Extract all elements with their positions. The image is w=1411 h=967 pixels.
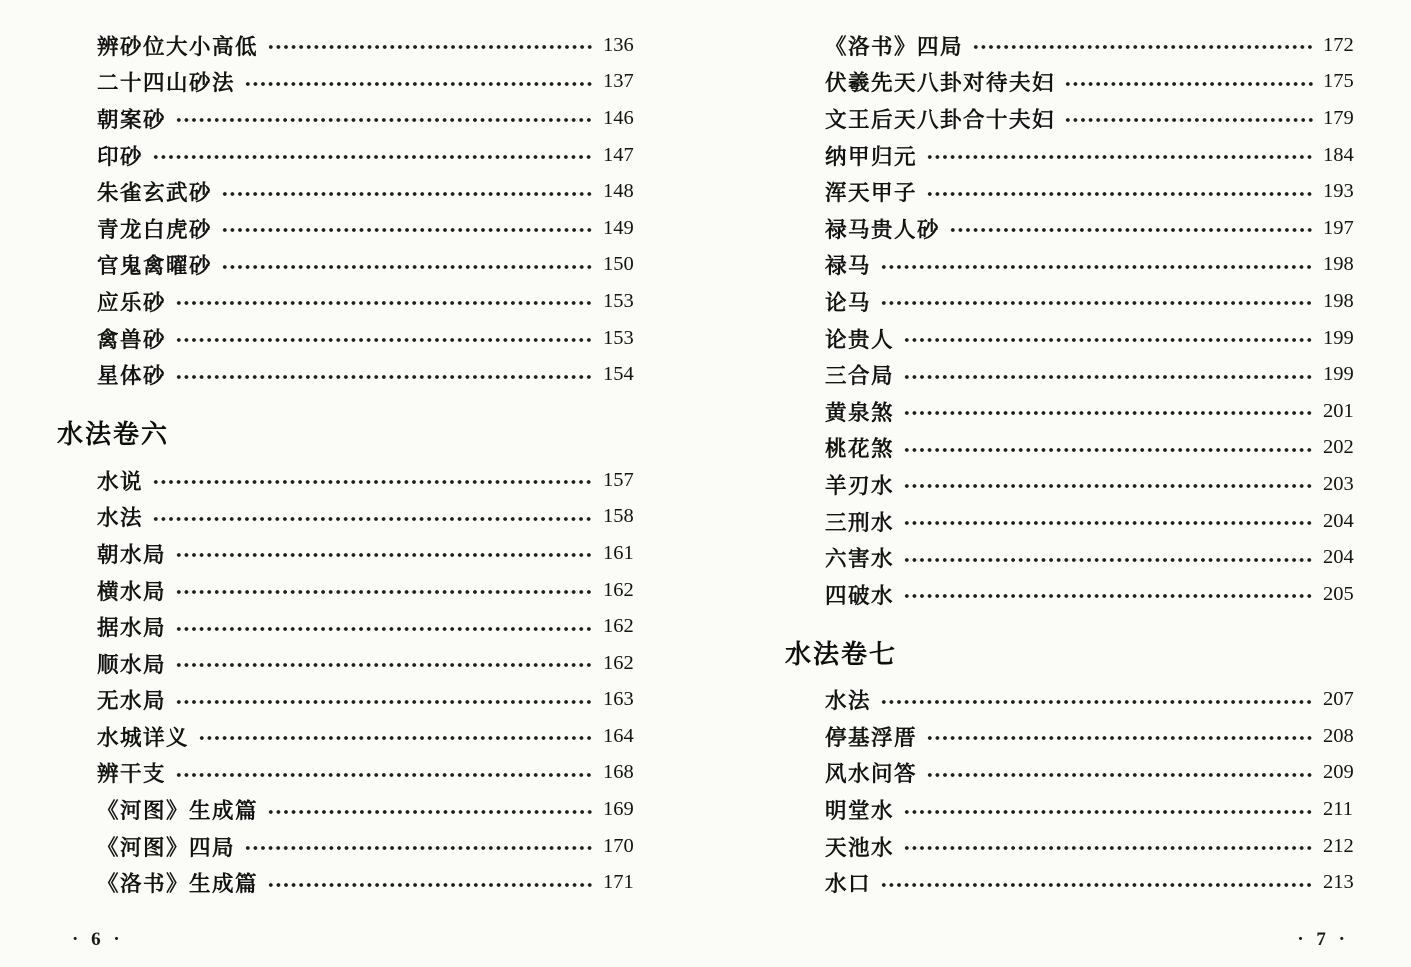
section-header: 水法卷六 [57,419,170,449]
toc-entry-page-number: 198 [1323,253,1354,276]
toc-entry-title: 朝案砂 [97,107,167,132]
toc-entry-title: 三合局 [825,364,895,389]
toc-entry-page-number: 153 [603,326,634,349]
dot-leader [903,447,1314,453]
toc-entry-page-number: 179 [1323,106,1354,129]
dot-leader [175,772,594,778]
toc-entry-title: 天池水 [825,835,895,860]
toc-entry [825,64,1369,101]
toc-entry-title: 水城详义 [97,725,190,750]
toc-entry-page-number: 146 [603,106,634,129]
page-number-right: · 7 · [1297,929,1349,950]
toc-entry [825,173,1369,210]
toc-entry-title: 水法 [97,506,144,531]
toc-entry-page-number: 147 [603,143,634,166]
toc-entry-page-number: 148 [603,180,634,203]
toc-entry-page-number: 201 [1323,399,1354,422]
toc-entry [97,535,649,572]
dot-leader [152,479,594,485]
toc-entry [97,210,649,247]
dot-leader [221,264,594,270]
dot-leader [175,699,594,705]
toc-page-6 [0,0,705,967]
toc-entry-title: 《洛书》生成篇 [97,872,259,897]
toc-entry [97,645,649,682]
toc-entry-title: 《河图》四局 [97,835,236,860]
toc-entry [825,430,1369,467]
toc-entry [97,356,649,393]
toc-entry-title: 禽兽砂 [97,327,167,352]
toc-entry-title: 明堂水 [825,799,895,824]
toc-page-7 [705,0,1411,967]
dot-leader [221,191,594,197]
toc-entry [825,466,1369,503]
dot-leader [175,117,594,123]
page-number-left: · 6 · [72,929,124,950]
dot-leader [244,81,594,87]
toc-entry [825,828,1369,865]
toc-entry [97,100,649,137]
dot-leader [949,227,1314,233]
toc-entry-page-number: 136 [603,33,634,56]
dot-leader [1064,81,1314,87]
dot-leader [880,264,1314,270]
toc-entry-title: 官鬼禽曜砂 [97,254,213,279]
toc-entry-page-number: 161 [603,541,634,564]
toc-entry-page-number: 154 [603,363,634,386]
toc-entry [97,864,649,901]
toc-entry-page-number: 204 [1323,546,1354,569]
dot-leader [152,154,594,160]
toc-entry-page-number: 168 [603,761,634,784]
toc-entry-title: 论贵人 [825,327,895,352]
toc-entry [97,247,649,284]
toc-entry-page-number: 204 [1323,509,1354,532]
toc-entry-page-number: 198 [1323,289,1354,312]
toc-entry [97,572,649,609]
section-header: 水法卷七 [785,639,898,669]
toc-entry-title: 青龙白虎砂 [97,217,213,242]
toc-entry [97,791,649,828]
toc-entry [825,283,1369,320]
toc-entry-title: 伏羲先天八卦对待夫妇 [825,71,1056,96]
toc-entry [97,755,649,792]
toc-entry [97,320,649,357]
dot-leader [903,593,1314,599]
toc-entry [825,100,1369,137]
dot-leader [267,882,594,888]
toc-entry-page-number: 162 [603,578,634,601]
dot-leader [926,735,1314,741]
toc-entry-title: 停基浮厝 [825,725,918,750]
toc-entry-title: 浑天甲子 [825,181,918,206]
dot-leader [903,410,1314,416]
dot-leader [175,300,594,306]
toc-entry-page-number: 162 [603,651,634,674]
dot-leader [903,337,1314,343]
toc-entry-title: 黄泉煞 [825,400,895,425]
toc-entry [825,320,1369,357]
toc-entry-page-number: 207 [1323,688,1354,711]
toc-entry [97,64,649,101]
toc-entry [825,393,1369,430]
dot-leader [152,516,594,522]
toc-entry-page-number: 158 [603,505,634,528]
toc-entry-page-number: 199 [1323,363,1354,386]
toc-entry [97,462,649,499]
toc-entry-page-number: 149 [603,216,634,239]
dot-leader [221,227,594,233]
toc-entry [825,210,1369,247]
toc-entry-title: 风水问答 [825,762,918,787]
toc-entry-title: 六害水 [825,547,895,572]
toc-entry-title: 辨砂位大小高低 [97,34,259,59]
dot-leader [175,662,594,668]
toc-entry-page-number: 162 [603,615,634,638]
dot-leader [880,300,1314,306]
toc-entry-title: 横水局 [97,579,167,604]
toc-entry [825,576,1369,613]
dot-leader [175,337,594,343]
toc-entry-title: 论马 [825,290,872,315]
toc-entry [825,718,1369,755]
toc-entry [97,137,649,174]
dot-leader [880,699,1314,705]
toc-entry-title: 据水局 [97,616,167,641]
toc-entry-page-number: 150 [603,253,634,276]
toc-entry [97,499,649,536]
toc-entry [825,755,1369,792]
toc-entry [97,718,649,755]
toc-entry-title: 水法 [825,689,872,714]
toc-entry-title: 四破水 [825,583,895,608]
toc-content-right [705,0,1411,901]
toc-entry-title: 朱雀玄武砂 [97,181,213,206]
toc-entry-page-number: 199 [1323,326,1354,349]
toc-entry [825,682,1369,719]
toc-entry-page-number: 164 [603,724,634,747]
dot-leader [926,154,1314,160]
dot-leader [926,772,1314,778]
toc-entry [97,283,649,320]
toc-entry-title: 羊刃水 [825,473,895,498]
toc-entry-page-number: 170 [603,834,634,857]
toc-entry [825,503,1369,540]
toc-entry [825,791,1369,828]
toc-entry-page-number: 212 [1323,834,1354,857]
toc-entry [825,864,1369,901]
toc-entry-page-number: 202 [1323,436,1354,459]
toc-entry-page-number: 172 [1323,33,1354,56]
toc-entry-page-number: 209 [1323,761,1354,784]
toc-entry-title: 桃花煞 [825,437,895,462]
toc-entry-page-number: 213 [1323,871,1354,894]
toc-entry-title: 禄马贵人砂 [825,217,941,242]
toc-entry-title: 《洛书》四局 [825,34,964,59]
dot-leader [175,589,594,595]
toc-entry-title: 无水局 [97,689,167,714]
toc-entry-title: 应乐砂 [97,290,167,315]
toc-entry-page-number: 203 [1323,472,1354,495]
toc-entry-page-number: 205 [1323,582,1354,605]
dot-leader [244,845,594,851]
dot-leader [175,374,594,380]
dot-leader [175,552,594,558]
toc-entry-title: 朝水局 [97,542,167,567]
toc-entry-page-number: 193 [1323,180,1354,203]
toc-entry-title: 三刑水 [825,510,895,535]
toc-entry-page-number: 157 [603,468,634,491]
dot-leader [1064,117,1314,123]
toc-entry [825,247,1369,284]
toc-entry [97,682,649,719]
toc-entry-page-number: 153 [603,289,634,312]
toc-entry-page-number: 175 [1323,70,1354,93]
toc-entry-page-number: 163 [603,688,634,711]
toc-entry-title: 辨干支 [97,762,167,787]
toc-entry-page-number: 184 [1323,143,1354,166]
toc-entry-title: 顺水局 [97,652,167,677]
dot-leader [175,626,594,632]
toc-entry [825,27,1369,64]
toc-entry-title: 文王后天八卦合十夫妇 [825,107,1056,132]
dot-leader [903,483,1314,489]
dot-leader [926,191,1314,197]
toc-entry [825,539,1369,576]
toc-entry-title: 纳甲归元 [825,144,918,169]
toc-entry [97,828,649,865]
dot-leader [267,44,594,50]
toc-entry-title: 星体砂 [97,364,167,389]
toc-entry [97,173,649,210]
toc-entry-page-number: 137 [603,70,634,93]
toc-entry-title: 禄马 [825,254,872,279]
toc-entry-title: 印砂 [97,144,144,169]
toc-entry [97,27,649,64]
toc-entry-page-number: 171 [603,871,634,894]
dot-leader [903,557,1314,563]
toc-entry [97,608,649,645]
toc-entry-page-number: 169 [603,798,634,821]
dot-leader [903,845,1314,851]
dot-leader [198,735,594,741]
toc-entry-title: 《河图》生成篇 [97,799,259,824]
toc-entry [825,356,1369,393]
dot-leader [972,44,1314,50]
dot-leader [903,520,1314,526]
dot-leader [880,882,1314,888]
toc-entry-page-number: 211 [1323,798,1353,821]
toc-entry-title: 水说 [97,469,144,494]
toc-entry-title: 水口 [825,872,872,897]
toc-entry-title: 二十四山砂法 [97,71,236,96]
dot-leader [903,374,1314,380]
toc-entry-page-number: 197 [1323,216,1354,239]
dot-leader [903,809,1314,815]
toc-entry-page-number: 208 [1323,724,1354,747]
dot-leader [267,809,594,815]
toc-content-left [0,0,705,901]
toc-entry [825,137,1369,174]
